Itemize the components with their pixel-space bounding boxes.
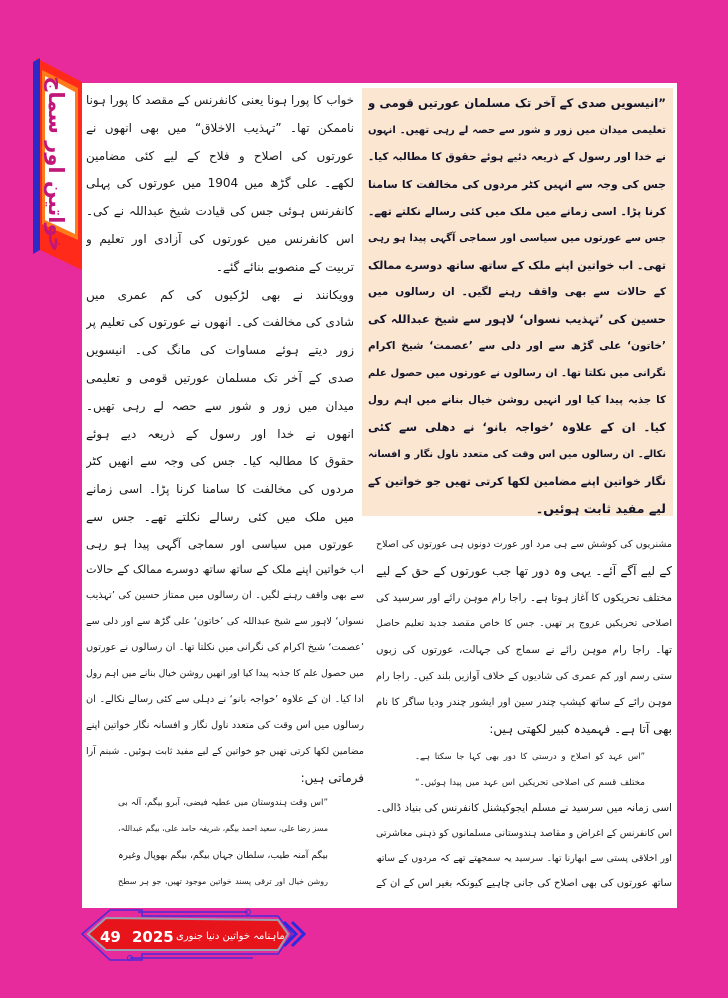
body-text-line: رسالوں میں اس وقت کی متعدد ناول نگار و افسانہ نگار خواتین اپنے <box>86 720 364 731</box>
box-text-line: نکالے۔ ان رسالوں میں اس وقت کی متعدد ناول نگار و افسانہ <box>368 449 666 460</box>
body-text-line: کانفرنس ہوئی جس کی قیادت شیخ عبداللہ نے کی۔ <box>86 204 354 218</box>
body-text-line: انھوں نے خدا اور رسول کے ذریعہ دیے ہوئے <box>86 427 354 441</box>
body-text-line: ستی رسم اور کم عمری کی شادیوں کے خلاف آوازیں بلند کیں۔ راجا رام <box>376 671 672 682</box>
body-text-line: ’عصمت‘ شیخ اکرام کی نگرانی میں نکلتا تھا۔ ان رسالوں نے عورتوں <box>86 642 364 653</box>
box-text-line: جس کی وجہ سے انہیں کٹر مردوں کی مخالفت کا سامنا <box>368 178 666 191</box>
body-text-line: خواب کا پورا ہونا یعنی کانفرنس کے مقصد کا پورا ہونا <box>86 93 354 107</box>
quote-line: بیگم آمنہ طیب، سلطان جہاں بیگم، بیگم بھوپال وغیرہ <box>118 850 328 861</box>
quote-line: ”اس وقت ہندوستان میں عطیہ فیضی، آبرو بیگم، آلہ بی <box>118 798 328 808</box>
box-text-line: نگرانی میں نکلتا تھا۔ ان رسالوں نے عورتوں میں حصول علم <box>368 368 666 379</box>
magazine-name: ماہنامہ خواتین دنیا <box>206 931 285 942</box>
quote-line: مختلف قسم کی اصلاحی تحریکیں اس عہد میں پیدا ہوئیں۔“ <box>415 778 645 788</box>
box-text-line: لیے مفید ثابت ہوئیں۔ <box>535 501 666 516</box>
box-text-line: حسین کی ’تہذیب نسواں‘ لاہور سے شیخ عبداللہ کی <box>368 312 666 326</box>
body-text-line: میں ملک میں کئی رسالے نکلتے تھے۔ جس سے <box>86 510 354 524</box>
body-text-line: اور اخلاقی پستی سے ابھارنا تھا۔ سرسید یہ سمجھتے تھے کہ مردوں کے ساتھ <box>376 853 672 864</box>
body-text-line: مختلف تحریکوں کا آغاز ہوتا ہے۔ راجا رام موہن رائے اور سرسید کی <box>376 592 672 604</box>
issue-month: جنوری <box>176 931 204 942</box>
body-text-line: اسی زمانہ میں سرسید نے مسلم ایجوکیشنل کانفرنس کی بنیاد ڈالی۔ <box>376 802 672 814</box>
body-text-line: اب خواتین اپنے ملک کے ساتھ ساتھ دوسرے ممالک کے حالات <box>86 563 364 576</box>
body-text-line: کے لیے آگے آئے۔ یہی وہ دور تھا جب عورتوں کے حق کے لیے <box>376 564 672 578</box>
body-text-line: تربیت کے منصوبے بنائے گئے۔ <box>215 260 354 274</box>
section-title: خواتین اور سماج <box>44 76 68 252</box>
body-text-line: ناممکن تھا۔ ”تہذیب الاخلاق“ میں بھی انھوں نے <box>86 121 354 135</box>
box-text-line: تھی۔ اب خواتین اپنے ملک کے ساتھ ساتھ دوسرے ممالک <box>368 259 666 272</box>
box-text-line: ”انیسویں صدی کے آخر تک مسلمان عورتیں قومی و <box>368 96 666 110</box>
body-text-line: مضامین لکھا کرتی تھیں جو خواتین کے لیے مفید ثابت ہوئیں۔ شبنم آرا <box>86 746 364 757</box>
body-text-line: نسواں‘ لاہور سے شیخ عبداللہ کی ’خاتون‘ علی گڑھ سے اور دلی سے <box>86 616 364 627</box>
quote-line: ”اس عہد کو اصلاح و درستی کا دور بھی کہا جا سکتا ہے۔ <box>415 752 645 762</box>
box-text-line: ’خاتون‘ علی گڑھ سے اور دلی سے ’عصمت‘ شیخ اکرام <box>368 340 666 352</box>
box-text-line: کے حالات سے بھی واقف رہنے لگیں۔ ان رسالوں میں <box>368 286 666 298</box>
box-text-line: جس سے عورتوں میں سیاسی اور سماجی آگہی پیدا ہو رہی <box>368 233 666 244</box>
body-text-line: شادی کی مخالفت کی۔ انھوں نے عورتوں کی تعلیم پر <box>86 315 354 329</box>
box-text-line: کرنا پڑا۔ اسی زمانے میں ملک میں کئی رسالے نکلتے تھے۔ <box>368 205 666 218</box>
body-text-line: ساتھ عورتوں کی بھی اصلاح کی جانی چاہیے کیونکہ بغیر اس کے ان کے <box>376 878 672 889</box>
box-text-line: تعلیمی میدان میں زور و شور سے حصہ لے رہی تھیں۔ انہوں <box>368 125 666 136</box>
body-text-line: لکھے۔ علی گڑھ میں 1904 میں عورتوں کی پہلی <box>86 176 354 190</box>
body-text-line: سے بھی واقف رہنے لگیں۔ ان رسالوں میں ممتاز حسین کی ’تہذیب <box>86 590 364 601</box>
body-text-line: میدان میں زور و شور سے حصہ لے رہی تھیں۔ <box>86 399 354 413</box>
body-text-line: بھی آتا ہے۔ فہمیدہ کبیر لکھتی ہیں: <box>489 722 672 736</box>
body-text-line: تھا۔ راجا رام موہن رائے نے سماج کی جہالت، عورتوں کی زبوں <box>376 644 672 656</box>
body-text-line: مردوں کی مخالفت کا سامنا کرنا پڑا۔ اسی زمانے <box>86 482 354 496</box>
body-text-line: وویکانند نے بھی لڑکیوں کی کم عمری میں <box>86 288 354 302</box>
body-text-line: عورتوں میں سیاسی اور سماجی آگہی پیدا ہو رہی <box>86 538 354 551</box>
body-text-line: عورتوں کی اصلاح و فلاح کے لیے کئی مضامین <box>86 149 354 163</box>
body-text-line: زور دیتے ہوئے مساوات کی مانگ کی۔ انیسویں <box>86 343 354 357</box>
body-text-line: مشنریوں کی کوشش سے ہی مرد اور عورت دونوں ہی عورتوں کی اصلاح <box>376 539 672 550</box>
body-text-line: صدی کے آخر تک مسلمان عورتیں قومی و تعلیمی <box>86 371 354 385</box>
box-text-line: نگار خواتین اپنے مضامین لکھا کرتی تھیں جو خواتین کے <box>368 475 666 488</box>
body-text-line: اس کانفرنس میں عورتوں کی آزادی اور تعلیم و <box>86 232 354 246</box>
body-text-line: اس کانفرنس کے اغراض و مقاصد ہندوستانی مسلمانوں کو ذہنی معاشرتی <box>376 828 672 839</box>
body-text-line: حقوق کا مطالبہ کیا۔ جس کی وجہ سے انھیں کٹر <box>86 454 354 468</box>
box-text-line: کا جذبہ پیدا کیا اور انہیں روشن خیال بنانے میں اہم رول <box>368 394 666 406</box>
box-text-line: کیا۔ ان کے علاوہ ’خواجہ بانو‘ نے دھلی سے کئی <box>368 420 666 434</box>
quote-line: مسز رضا علی، سعید احمد بیگم، شریفہ حامد علی، بیگم عبداللہ، <box>118 824 328 833</box>
body-text-line: ادا کیا۔ ان کے علاوہ ’خواجہ بانو‘ نے دہلی سے کئی رسالے نکالے۔ ان <box>86 694 364 705</box>
body-text-line: فرماتی ہیں: <box>300 771 364 785</box>
quote-line: روشن خیال اور ترقی پسند خواتین موجود تھیں، جو ہر سطح <box>118 877 328 886</box>
box-text-line: نے خدا اور رسول کے ذریعہ دئیے ہوئے حقوق کا مطالبہ کیا۔ <box>368 151 666 163</box>
issue-year: 2025 <box>132 928 174 946</box>
body-text-line: میں حصول علم کا جذبہ پیدا کیا اور انھیں روشن خیال بنانے میں اہم رول <box>86 668 364 679</box>
body-text-line: موہن رائے کے ساتھ کیشپ چندر سین اور ایشور چندر ودیا ساگر کا نام <box>376 697 672 708</box>
page-number: 49 <box>100 928 121 946</box>
body-text-line: اصلاحی تحریکیں عروج پر تھیں۔ جس کا خاص مقصد جدید تعلیم حاصل <box>376 618 672 629</box>
